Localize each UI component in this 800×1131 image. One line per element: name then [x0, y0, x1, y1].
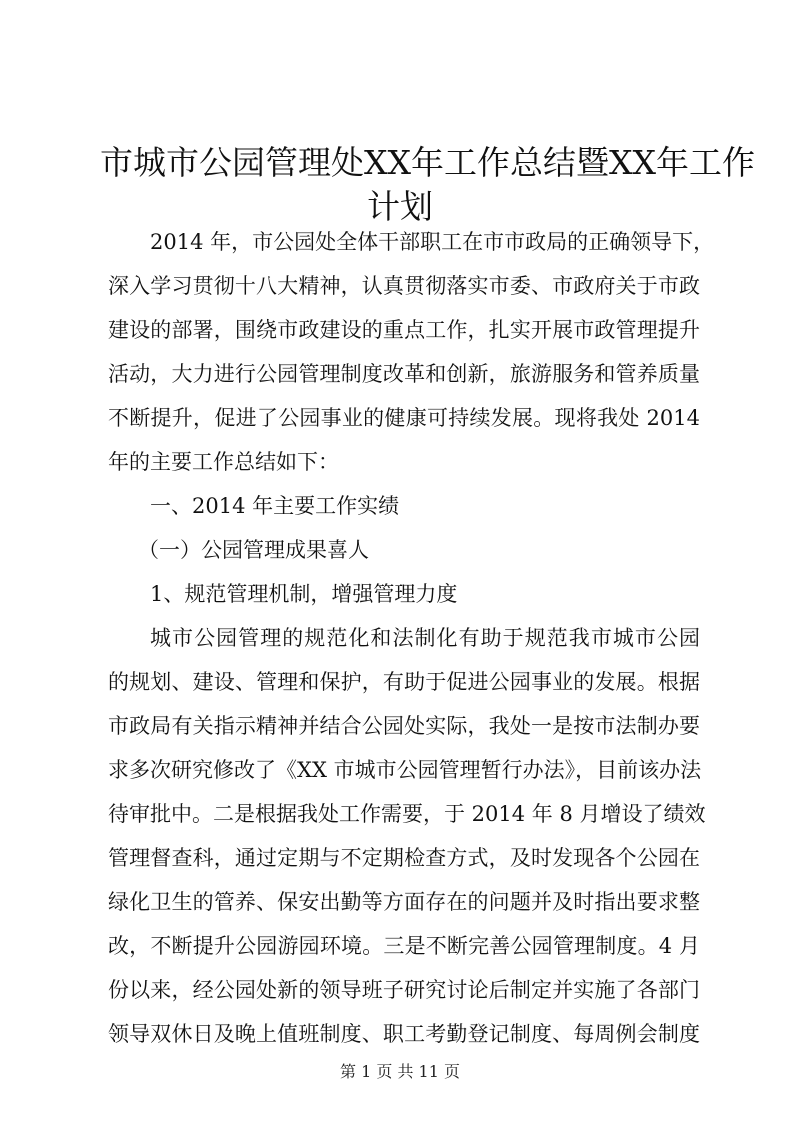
- paragraph-line: 领导双休日及晚上值班制度、职工考勤登记制度、每周例会制度: [108, 1022, 700, 1046]
- document-title-line-1: 市城市公园管理处XX年工作总结暨XX年工作: [100, 143, 755, 182]
- paragraph-line: 深入学习贯彻十八大精神，认真贯彻落实市委、市政府关于市政: [108, 274, 700, 298]
- paragraph-line: 的规划、建设、管理和保护，有助于促进公园事业的发展。根据: [108, 670, 700, 694]
- section-heading: 一、2014 年主要工作实绩: [150, 494, 400, 518]
- paragraph-line: 管理督查科，通过定期与不定期检查方式，及时发现各个公园在: [108, 846, 700, 870]
- paragraph-line: 市政局有关指示精神并结合公园处实际，我处一是按市法制办要: [108, 714, 700, 738]
- paragraph-line: 2014 年，市公园处全体干部职工在市市政局的正确领导下，: [150, 230, 715, 254]
- paragraph-line: 绿化卫生的管养、保安出勤等方面存在的问题并及时指出要求整: [108, 890, 700, 914]
- paragraph-line: 份以来，经公园处新的领导班子研究讨论后制定并实施了各部门: [108, 978, 700, 1002]
- item-heading: 1、规范管理机制，增强管理力度: [150, 582, 458, 606]
- paragraph-line: 不断提升，促进了公园事业的健康可持续发展。现将我处 2014: [108, 406, 700, 430]
- paragraph-line: 建设的部署，围绕市政建设的重点工作，扎实开展市政管理提升: [108, 318, 700, 342]
- paragraph-line: 求多次研究修改了《XX 市城市公园管理暂行办法》，目前该办法: [108, 758, 702, 782]
- paragraph-line: 城市公园管理的规范化和法制化有助于规范我市城市公园: [150, 626, 700, 650]
- paragraph-line: 改，不断提升公园游园环境。三是不断完善公园管理制度。4 月: [108, 934, 700, 958]
- subsection-heading: （一）公园管理成果喜人: [138, 538, 369, 562]
- document-title-line-2: 计划: [367, 187, 433, 226]
- paragraph-line: 活动，大力进行公园管理制度改革和创新，旅游服务和管养质量: [108, 362, 700, 386]
- page-number-footer: 第 1 页 共 11 页: [340, 1062, 460, 1081]
- paragraph-line: 待审批中。二是根据我处工作需要，于 2014 年 8 月增设了绩效: [108, 802, 706, 826]
- paragraph-line: 年的主要工作总结如下：: [108, 450, 339, 474]
